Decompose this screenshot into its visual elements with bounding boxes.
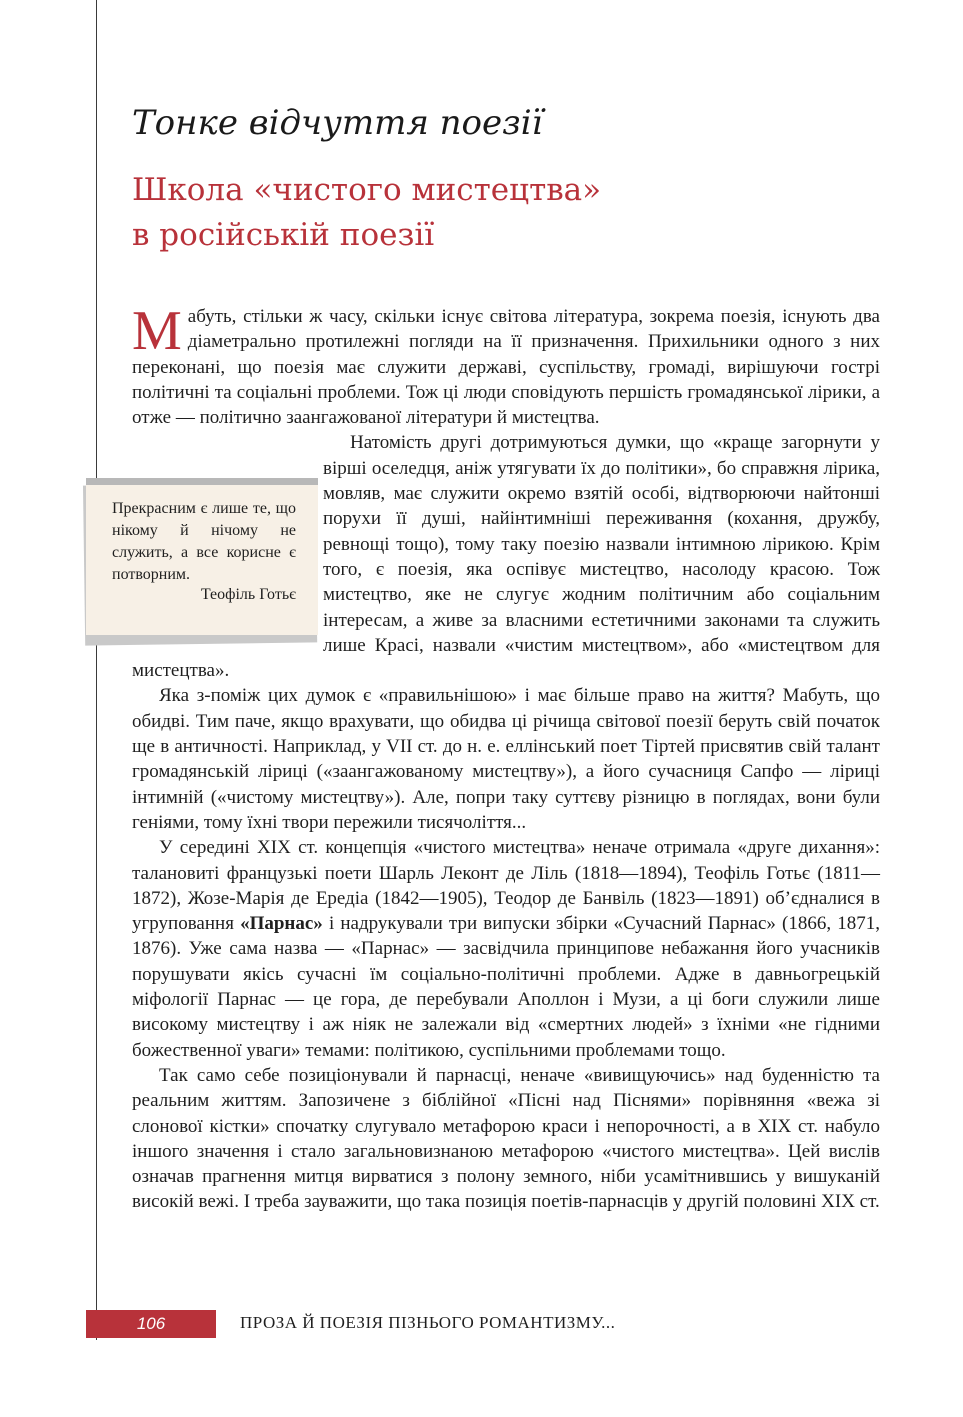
- paragraph-4-text-b: і надрукували три випуски збірки «Сучасний Парнас» (1866, 1871, 1876). Уже сама назва — «Парнас» — засвідчила принципове небажання його учасників порушувати якісь сучасні їм соціально-політичні проблеми. Адже в давньогрецькій міфології Парнас — це гора, де перебували Аполлон і Музи, а ці боги служили лише високому мистецтву і аж ніяк не залежали від «смертних людей» з їхніми «не гідними божественної уваги» темами: політикою, суспільними проблемами тощо.: [132, 913, 880, 1061]
- term-parnas: «Парнас»: [240, 913, 323, 935]
- paragraph-5: Так само себе позиціонували й парнасці, неначе «вивищуючись» над буденністю та реальним життям. Запозичене з біблійної «Пісні над Піснями» порівняння «вежа зі слонової кістки» спочатку слугувало метафорою краси і непорочності, а в XIX ст. набуло іншого значення і стало загальновизнаною метафорою «чистого мистецтва». Цей вислів означав прагнення митця вирватися з полону земного, ніби усамітнившись у вишуканій високій вежі. І треба зауважити, що така позиція поетів-парнасців у другій половині XIX ст.: [132, 1064, 880, 1213]
- paragraph-3: Яка з-поміж цих думок є «правильнішою» і має більше право на життя? Мабуть, що обидві. Тим паче, якщо врахувати, що обидва ці річища світової поезії беруть свій початок ще в античності. Наприклад, у VII ст. до н. е. еллінський поет Тіртей присвятив свій талант громадянській ліриці («заангажованому мистецтву»), а його сучасниця Сапфо — ліриці інтимній («чистому мистецтву»). Але, попри таку суттєву різницю в поглядах, вони були геніями, тому їхні твори пережили тисячоліття...: [132, 685, 880, 833]
- epigraph-text: Прекрасним є лише те, що нікому й нічому не служить, а все корисне є потворним.: [112, 500, 296, 583]
- chapter-title-line-1: Школа «чистого мистецтва»: [132, 172, 602, 208]
- section-title: Тонке відчуття поезії: [132, 103, 543, 143]
- paragraph-2: Натомість другі дотримуються думки, що «краще загорнути у вірші оселедця, аніж утягувати їх до політики», бо справжня лірика, мовляв, має служити окремо взятій особі, відтворюючи найтонші порухи її душі, найінтимніші переживання (кохання, дружбу, ревнощі тощо), тому таку поезію назвали інтимною лірикою. Крім того, є поезія, яка оспівує мистецтво, насолоду красою. Тож мистецтво, яке не слугує жодним політичним або соціальним інтересам, а живе за власними естетичними законами та служить лише Красі, назвали «чистим мистецтвом», або «мистецтвом для мистецтва».: [132, 432, 880, 682]
- paragraph-4-text-a: У середині XIX ст. концепція «чистого мистецтва» неначе отримала «друге дихання»: талановиті французькі поети Шарль Леконт де Ліль (1818—1894), Теофіль Готьє (1811—1872), Жозе-Марія де Ередіа (1842—1905), Теодор де Банвіль (1823—1891) об’єдналися в угруповання: [132, 837, 880, 935]
- running-title: ПРОЗА Й ПОЕЗІЯ ПІЗНЬОГО РОМАНТИЗМУ...: [240, 1313, 616, 1332]
- margin-rule: [96, 0, 97, 1340]
- page-number: 106: [136, 1314, 166, 1333]
- drop-cap: М: [132, 300, 182, 362]
- paragraph-1-text: абуть, стільки ж часу, скільки існує світова література, зокрема поезія, існують два діаметрально протилежні погляди на її призначення. Прихильники одного з них переконані, що поезія має служити державі, суспільству, громаді, вирішуючи гострі політичні та соціальні проблеми. Тож ці люди сповідують першість громадянської лірики, а отже — політично заангажованої літератури й мистецтва.: [132, 306, 880, 429]
- chapter-title-line-2: в російській поезії: [132, 217, 435, 253]
- epigraph-spacer: [86, 454, 311, 632]
- paragraph-4: [132, 835, 880, 1063]
- paragraph-1: [132, 300, 880, 430]
- epigraph-author: Теофіль Готьє: [200, 586, 296, 603]
- chapter-title: [132, 168, 772, 258]
- article-body: [132, 300, 880, 1215]
